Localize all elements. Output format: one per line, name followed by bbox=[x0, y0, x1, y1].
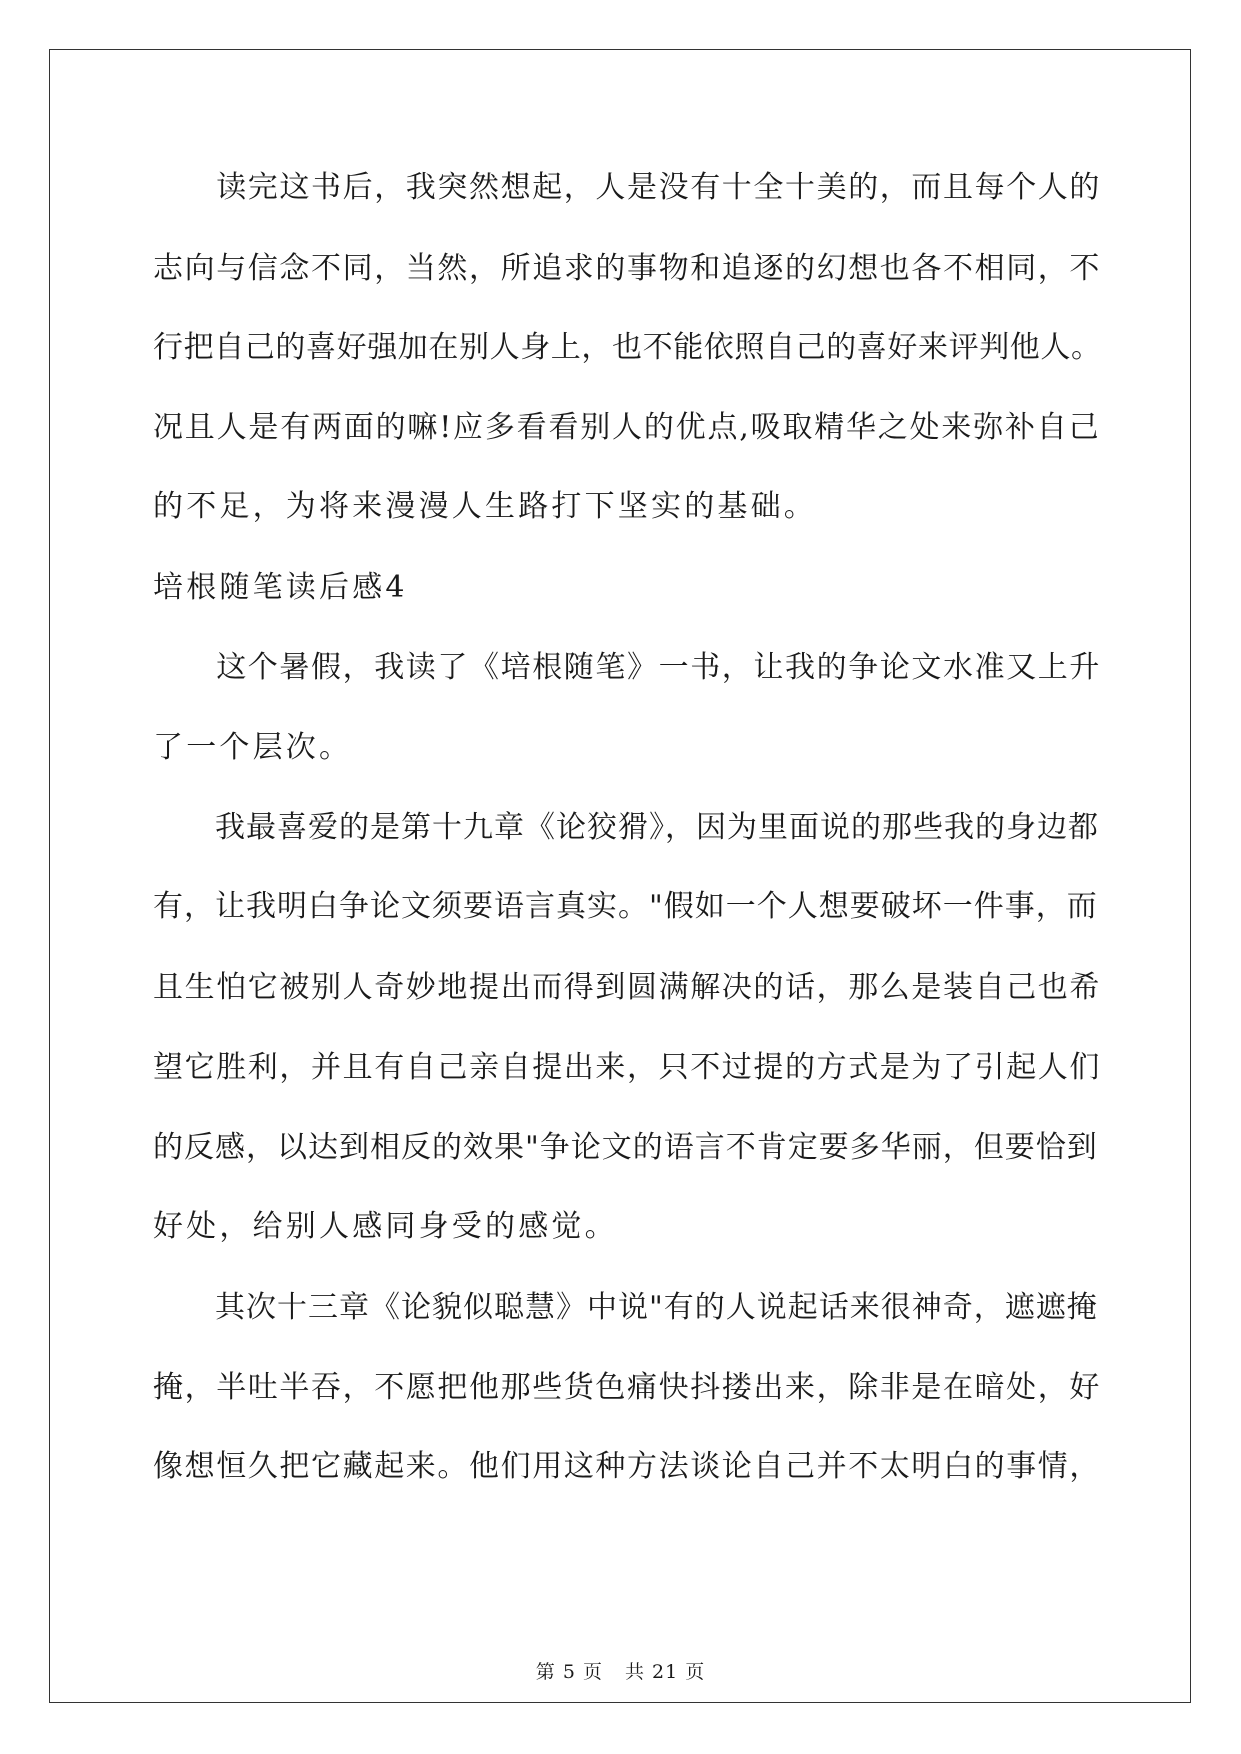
text-line: 行把自己的喜好强加在别人身上，也不能依照自己的喜好来评判他人。 bbox=[153, 330, 1102, 365]
text-line: 况且人是有两面的嘛!应多看看别人的优点,吸取精华之处来弥补自己 bbox=[153, 410, 1101, 445]
text-line: 志向与信念不同，当然，所追求的事物和追逐的幻想也各不相同，不 bbox=[153, 251, 1101, 286]
text-line: 其次十三章《论貌似聪慧》中说"有的人说起话来很神奇，遮遮掩 bbox=[153, 1290, 1098, 1325]
text-line: 了一个层次。 bbox=[153, 730, 353, 765]
text-line: 且生怕它被别人奇妙地提出而得到圆满解决的话，那么是装自己也希 bbox=[153, 970, 1101, 1005]
text-line: 的不足，为将来漫漫人生路打下坚实的基础。 bbox=[153, 489, 817, 524]
text-line: 我最喜爱的是第十九章《论狡猾》，因为里面说的那些我的身边都 bbox=[153, 810, 1099, 845]
text-line: 望它胜利，并且有自己亲自提出来，只不过提的方式是为了引起人们 bbox=[153, 1050, 1101, 1085]
text-line: 有，让我明白争论文须要语言真实。"假如一个人想要破坏一件事，而 bbox=[153, 889, 1098, 924]
text-line: 的反感，以达到相反的效果"争论文的语言不肯定要多华丽，但要恰到 bbox=[153, 1130, 1098, 1165]
page-total: 共 21 页 bbox=[624, 1661, 706, 1683]
text-line: 像想恒久把它藏起来。他们用这种方法谈论自己并不太明白的事情， bbox=[153, 1449, 1101, 1484]
section-heading: 培根随笔读后感4 bbox=[153, 570, 408, 605]
text-line: 这个暑假，我读了《培根随笔》一书，让我的争论文水准又上升 bbox=[153, 650, 1101, 685]
text-line: 好处，给别人感同身受的感觉。 bbox=[153, 1209, 618, 1244]
page-number: 第 5 页 bbox=[535, 1661, 603, 1683]
text-line: 读完这书后，我突然想起，人是没有十全十美的，而且每个人的 bbox=[153, 170, 1101, 205]
text-line: 掩，半吐半吞，不愿把他那些货色痛快抖搂出来，除非是在暗处，好 bbox=[153, 1370, 1101, 1405]
page-footer bbox=[0, 1660, 1241, 1684]
